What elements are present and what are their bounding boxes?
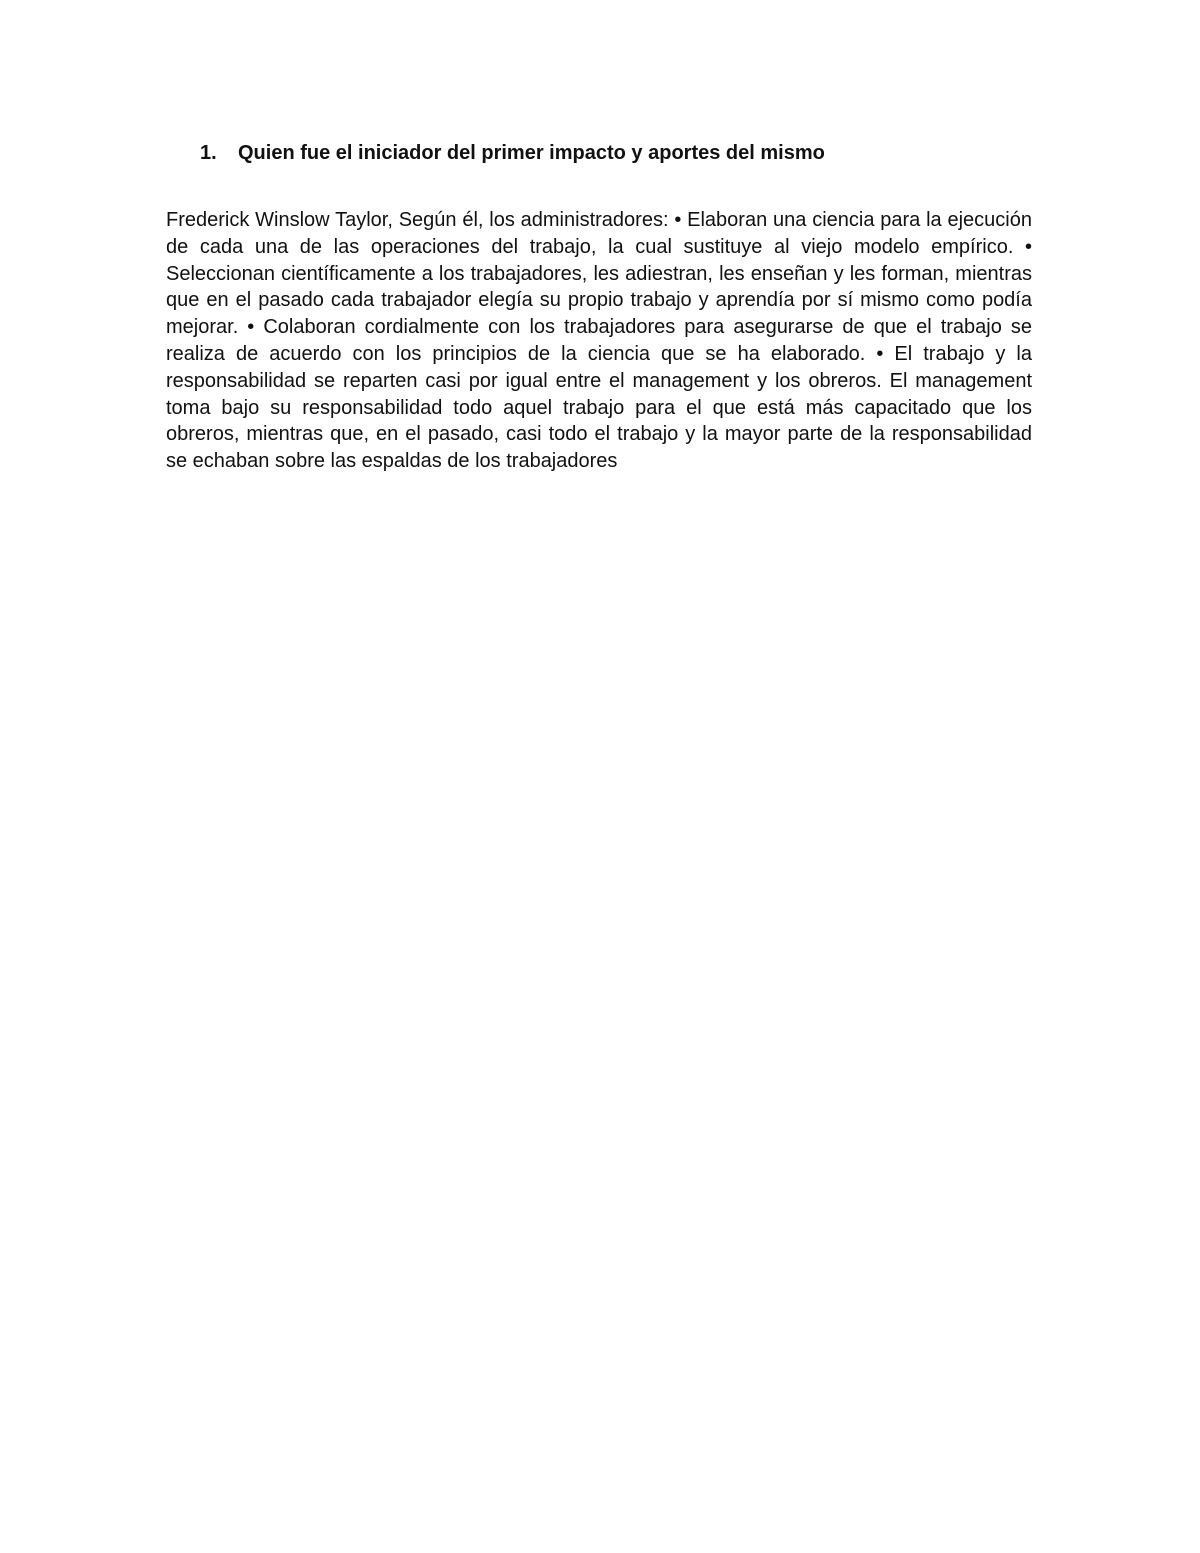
question-number: 1. [200, 142, 217, 164]
question-heading [200, 141, 1020, 165]
question-text: Quien fue el iniciador del primer impacto y aportes del mismo [238, 142, 825, 164]
answer-paragraph: Frederick Winslow Taylor, Según él, los administradores: • Elaboran una ciencia para la ejecución de cada una de las operaciones del trabajo, la cual sustituye al viejo modelo empírico. • Seleccionan científicamente a los trabajadores, les adiestran, les enseñan y les forman, mientras que en el pasado cada trabajador elegía su propio trabajo y aprendía por sí mismo como podía mejorar. • Colaboran cordialmente con los trabajadores para asegurarse de que el trabajo se realiza de acuerdo con los principios de la ciencia que se ha elaborado. • El trabajo y la responsabilidad se reparten casi por igual entre el management y los obreros. El management toma bajo su responsabilidad todo aquel trabajo para el que está más capacitado que los obreros, mientras que, en el pasado, casi todo el trabajo y la mayor parte de la responsabilidad se echaban sobre las espaldas de los trabajadores [166, 209, 1032, 473]
